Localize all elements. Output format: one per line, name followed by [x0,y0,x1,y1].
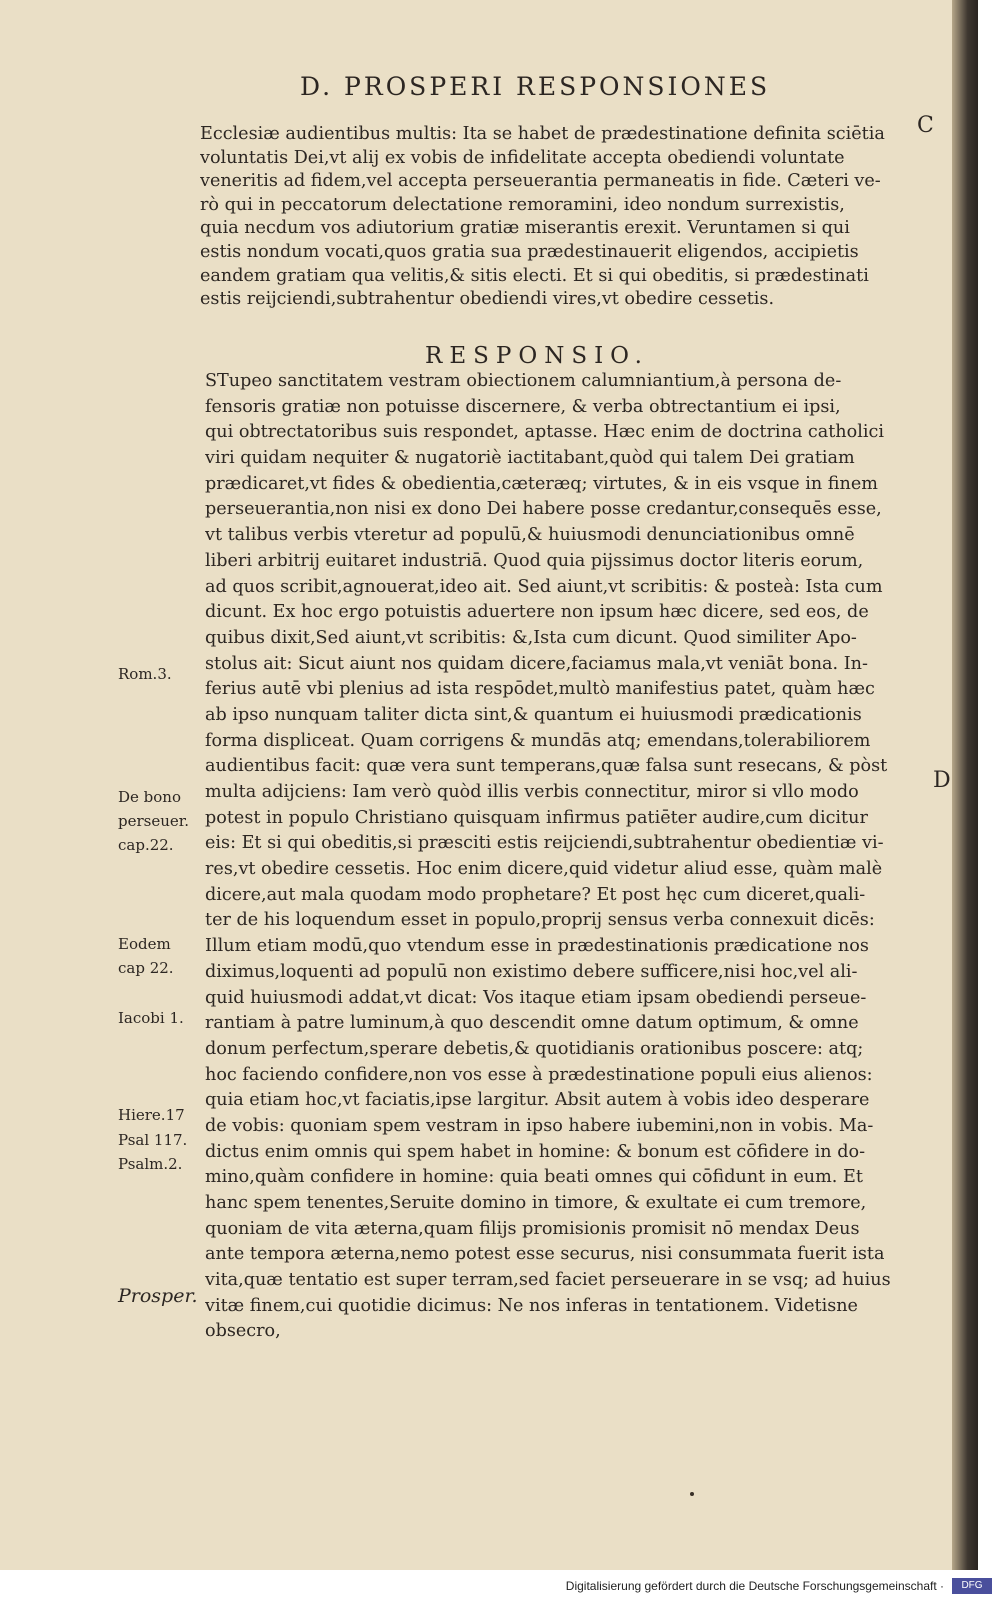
text-line: multa adijciens: Iam verò quòd illis verbis connectitur, miror si vllo modo [205,782,859,802]
text-line: dicere,aut mala quodam modo prophetare? Et post hęc cum diceret,quali- [205,884,866,905]
margin-note-debono-3: cap.22. [118,836,174,854]
section-heading: RESPONSIO. [425,343,649,369]
text-line: vita,quæ tentatio est super terram,sed faciet perseuerare in se vsq; ad huius [205,1270,891,1291]
text-line: eandem gratiam qua velitis,& sitis electi. Et si qui obeditis, si prædestinati [200,265,869,286]
text-line: rantiam à patre luminum,à quo descendit omne datum optimum, & omne [205,1013,859,1034]
text-line: ter de his loquendum esset in populo,proprij sensus verba connexuit dicēs: [205,910,875,931]
text-line: quibus dixit,Sed aiunt,vt scribitis: &,Ista cum dicunt. Quod similiter Apo- [205,627,857,648]
dfg-logo: DFG [952,1578,992,1594]
text-line: voluntatis Dei,vt alij ex vobis de infidelitate accepta obediendi voluntate [200,147,845,168]
text-line: viri quidam nequiter & nugatoriè iactitabant,quòd qui talem Dei gratiam [205,448,855,469]
text-line: rò qui in peccatorum delectatione remoramini, ideo nondum surrexistis, [200,194,845,215]
margin-note-debono-2: perseuer. [118,812,190,830]
margin-note-debono-1: De bono [118,788,181,806]
text-line: ab ipso nunquam taliter dicta sint,& quantum ei huiusmodi prædicationis [205,704,862,725]
ink-speck [690,1492,694,1496]
text-line: hanc spem tenentes,Seruite domino in timore, & exultate ei cum tremore, [205,1193,867,1213]
text-line: dictus enim omnis qui spem habet in homine: & bonum est cōfidere in do- [205,1141,866,1162]
book-spine [952,0,978,1570]
signature-mark-c: C [917,113,934,138]
text-line: STupeo sanctitatem vestram obiectionem calumniantium,à persona de- [205,371,842,391]
text-line: eis: Et si qui obeditis,si præsciti estis reijciendi,subtrahentur obedientiæ vi- [205,833,884,854]
margin-note-hiere: Hiere.17 [118,1106,185,1124]
text-line: ante tempora æterna,nemo potest esse securus, nisi consummata fuerit ista [205,1244,885,1265]
text-line: estis reijciendi,subtrahentur obediendi vires,vt obedire cessetis. [200,289,775,310]
text-line: dicunt. Ex hoc ergo potuistis aduertere non ipsum hæc dicere, sed eos, de [205,602,869,623]
text-line: estis nondum vocati,quos gratia sua prædestinauerit eligendos, accipietis [200,241,859,262]
text-line: Illum etiam modū,quo vtendum esse in prædestinationis prædicatione nos [205,936,869,957]
margin-note-eodem-1: Eodem [118,935,171,953]
text-line: vt talibus verbis vteretur ad populū,& huiusmodi denunciationibus omnē [205,525,855,546]
text-line: fensoris gratiæ non potuisse discernere, & verba obtrectantium ei ipsi, [205,396,841,417]
text-line: quoniam de vita æterna,quam filijs promisionis promisit nō mendax Deus [205,1218,860,1239]
margin-note-iacobi: Iacobi 1. [118,1009,184,1027]
catchword-prosper: Prosper. [118,1285,198,1307]
text-line: hoc faciendo confidere,non vos esse à prædestinatione populi eius alienos: [205,1064,873,1085]
text-line: vitæ finem,cui quotidie dicimus: Ne nos inferas in tentationem. Videtisne [205,1295,858,1316]
text-line: liberi arbitrij euitaret industriā. Quod quia pijssimus doctor literis eorum, [205,550,864,571]
signature-mark-d: D [933,768,951,793]
responsio-body [205,369,925,1345]
text-line: perseuerantia,non nisi ex dono Dei habere posse credantur,consequēs esse, [205,499,882,520]
text-line: quia necdum vos adiutorium gratiæ miserantis erexit. Veruntamen si qui [200,218,850,239]
text-line: potest in populo Christiano quisquam infirmus patiēter audire,cum dicitur [205,807,868,828]
margin-note-rom: Rom.3. [118,665,172,683]
text-line: quid huiusmodi addat,vt dicat: Vos itaque etiam ipsam obediendi perseue- [205,987,867,1008]
top-paragraph [200,123,928,312]
text-line: donum perfectum,sperare debetis,& quotidianis orationibus poscere: atq; [205,1038,864,1059]
funding-credit: Digitalisierung gefördert durch die Deutsche Forschungsgemeinschaft · [565,1579,944,1593]
margin-note-psal117: Psal 117. [118,1131,188,1149]
text-line: de vobis: quoniam spem vestram in ipso habere iubemini,non in vobis. Ma- [205,1115,874,1136]
text-line: res,vt obedire cessetis. Hoc enim dicere,quid videtur aliud esse, quàm malè [205,859,883,880]
text-line: stolus ait: Sicut aiunt nos quidam dicere,faciamus mala,vt veniāt bona. In- [205,653,868,674]
margin-note-eodem-2: cap 22. [118,959,174,977]
digitization-footer [0,1573,1000,1603]
text-line: audientibus facit: quæ vera sunt temperans,quæ falsa sunt resecans, & pòst [205,756,888,777]
text-line: forma displiceat. Quam corrigens & mundās atq; emendans,tolerabiliorem [205,730,871,751]
text-line: Ecclesiæ audientibus multis: Ita se habet de prædestinatione definita sciētia [200,124,885,144]
text-line: prædicaret,vt fides & obedientia,cæteræq; virtutes, & in eis vsque in finem [205,473,878,494]
text-line: ferius autē vbi plenius ad ista respōdet,multò manifestius patet, quàm hæc [205,679,875,700]
text-line: mino,quàm confidere in homine: quia beati omnes qui cōfidunt in eum. Et [205,1167,863,1188]
text-line: quia etiam hoc,vt faciatis,ipse largitur. Absit autem à vobis ideo desperare [205,1090,870,1111]
text-line: veneritis ad fidem,vel accepta perseuerantia permaneatis in fide. Cæteri ve- [200,171,881,192]
text-line: obsecro, [205,1321,281,1342]
text-line: diximus,loquenti ad populū non existimo debere sufficere,nisi hoc,vel ali- [205,961,858,982]
text-line: qui obtrectatoribus suis respondet, aptasse. Hæc enim de doctrina catholici [205,422,884,443]
text-line: ad quos scribit,agnouerat,ideo ait. Sed aiunt,vt scribitis: & posteà: Ista cum [205,576,883,597]
margin-note-psalm2: Psalm.2. [118,1155,183,1173]
running-header: D. PROSPERI RESPONSIONES [300,72,771,101]
